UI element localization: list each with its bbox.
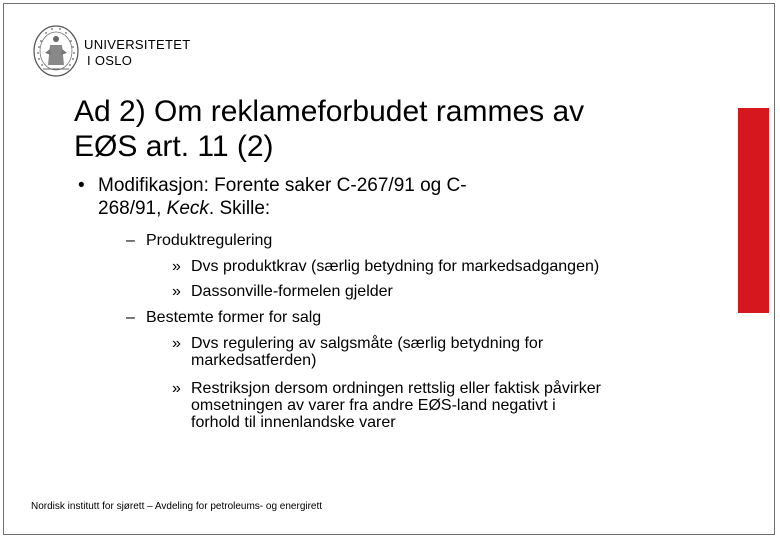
case-ref: 268/91, <box>98 198 167 219</box>
sub-sub-item-text <box>191 258 661 275</box>
chevron-mark: » <box>172 283 181 300</box>
sub-sub-item-line: forhold til innenlandske varer <box>191 414 396 431</box>
sub-sub-item-line: omsetningen av varer fra andre EØS-land negativt i <box>191 397 556 414</box>
bullet-mark: • <box>78 175 85 196</box>
sub-sub-item-line: Restriksjon dersom ordningen rettslig eller faktisk påvirker <box>191 380 601 397</box>
sub-sub-item-line: Dassonville-formelen gjelder <box>191 283 393 300</box>
sub-item-label: Produktregulering <box>146 232 273 249</box>
main-bullet-line2 <box>98 197 638 220</box>
sub-sub-item-text <box>191 335 661 369</box>
chevron-mark: » <box>172 380 181 397</box>
slide-title-line1: Ad 2) Om reklameforbudet rammes av <box>74 95 585 128</box>
case-name: Keck <box>166 198 209 219</box>
sub-sub-item-line: Dvs regulering av salgsmåte (særlig betydning for <box>191 335 544 352</box>
main-bullet-text <box>98 174 638 220</box>
university-name-line2: I OSLO <box>87 53 133 68</box>
sub-sub-item-text <box>191 380 661 431</box>
slide-title-line2: EØS art. 11 (2) <box>74 130 274 163</box>
slide-footer: Nordisk institutt for sjørett – Avdeling for petroleums- og energirett <box>31 501 323 512</box>
case-suffix: . Skille: <box>208 198 271 219</box>
sub-sub-item-line: markedsatferden) <box>191 352 317 369</box>
chevron-mark: » <box>172 335 181 352</box>
sub-item-label: Bestemte former for salg <box>146 309 322 326</box>
chevron-mark: » <box>172 258 181 275</box>
university-name <box>84 37 190 69</box>
sub-sub-item-line: Dvs produktkrav (særlig betydning for markedsadgangen) <box>191 258 600 275</box>
accent-bar <box>738 108 769 313</box>
dash-mark: – <box>126 309 135 326</box>
main-bullet-line1: Modifikasjon: Forente saker C-267/91 og C- <box>98 175 467 196</box>
university-seal-icon <box>33 25 79 77</box>
dash-mark: – <box>126 232 135 249</box>
university-name-line1: UNIVERSITETET <box>84 37 191 52</box>
slide-title <box>74 94 714 164</box>
sub-sub-item-text <box>191 283 661 300</box>
